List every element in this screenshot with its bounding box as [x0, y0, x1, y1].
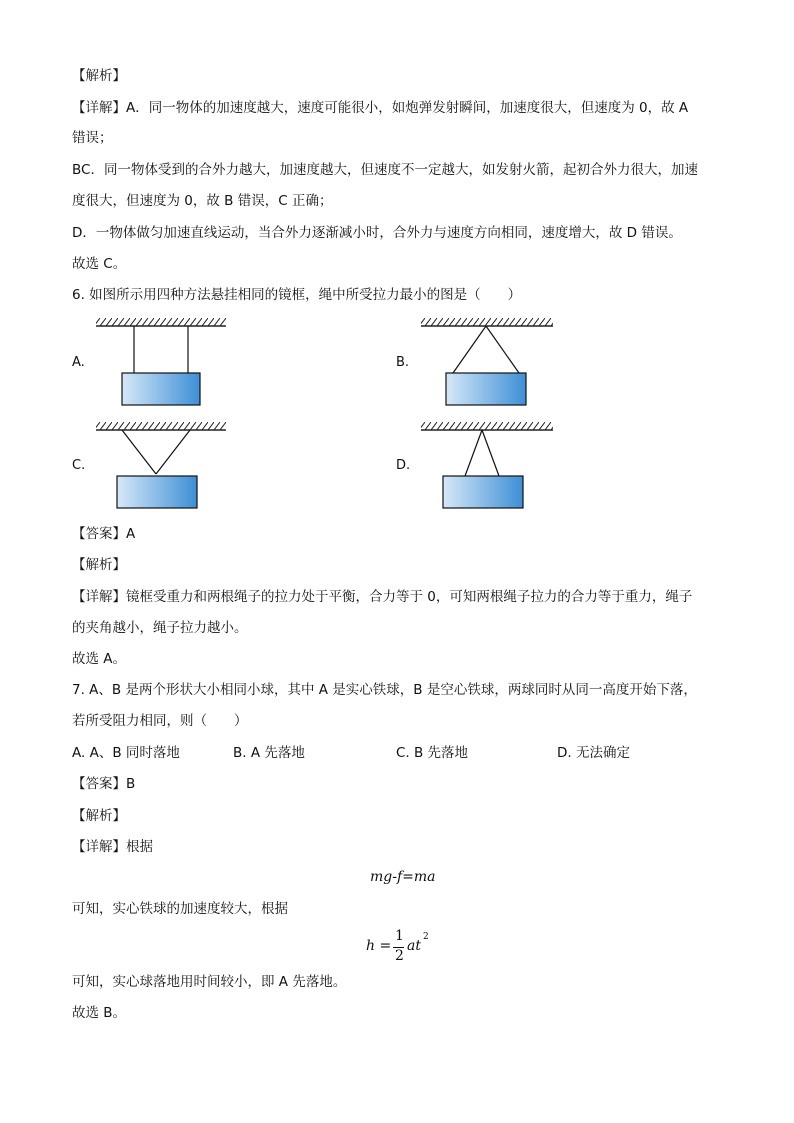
- option-d: D. 无法确定: [557, 745, 630, 761]
- detail-text: 度很大，但速度为 0，故 B 错误，C 正确；: [72, 193, 333, 209]
- equation-free-fall: [366, 928, 446, 968]
- detail-text: 【详解】A．同一物体的加速度越大，速度可能很小，如炮弹发射瞬间，加速度很大，但速度为 0，故 A: [72, 100, 689, 116]
- detail-text: 【详解】根据: [72, 839, 153, 855]
- figure-c-hanging-frame: [94, 422, 228, 512]
- equation-lhs: h =: [366, 938, 392, 954]
- question-7-stem: 若所受阻力相同，则（ ）: [72, 713, 248, 729]
- detail-text: 可知，实心铁球的加速度较大，根据: [72, 901, 288, 917]
- figure-label-b: B.: [396, 355, 410, 370]
- figure-d-hanging-frame: [419, 422, 555, 512]
- option-c: C. B 先落地: [396, 745, 469, 761]
- choose-text: 故选 B。: [72, 1005, 127, 1021]
- figure-a-hanging-frame: [94, 318, 228, 408]
- choose-text: 故选 C。: [72, 256, 127, 272]
- analysis-tag: 【解析】: [72, 557, 126, 573]
- figure-label-c: C.: [72, 458, 86, 473]
- fraction-numerator: 1: [395, 928, 404, 944]
- detail-text: 【详解】镜框受重力和两根绳子的拉力处于平衡，合力等于 0，可知两根绳子拉力的合力等于重力，绳子: [72, 589, 693, 605]
- fraction-denominator: 2: [395, 948, 404, 964]
- question-6-stem: 6. 如图所示用四种方法悬挂相同的镜框，绳中所受拉力最小的图是（ ）: [72, 287, 522, 303]
- choose-text: 故选 A。: [72, 651, 127, 667]
- answer-text: 【答案】A: [72, 526, 136, 542]
- equation-newton: mg-f=ma: [370, 869, 436, 885]
- detail-text: 可知，实心球落地用时间较小，即 A 先落地。: [72, 974, 347, 990]
- option-a: A. A、B 同时落地: [72, 745, 180, 761]
- detail-text: 的夹角越小，绳子拉力越小。: [72, 620, 248, 636]
- analysis-tag: 【解析】: [72, 808, 126, 824]
- question-7-stem: 7. A、B 是两个形状大小相同小球，其中 A 是实心铁球，B 是空心铁球，两球同时从同一高度开始下落，: [72, 682, 697, 698]
- figure-label-d: D.: [396, 458, 411, 473]
- figure-b-hanging-frame: [419, 318, 555, 408]
- answer-text: 【答案】B: [72, 776, 136, 792]
- option-b: B. A 先落地: [233, 745, 305, 761]
- detail-text: D．一物体做匀加速直线运动，当合外力逐渐减小时，合外力与速度方向相同，速度增大，故 D 错误。: [72, 225, 682, 241]
- equation-rhs: at: [407, 938, 421, 954]
- exponent: 2: [423, 932, 429, 942]
- detail-text: 错误；: [72, 130, 113, 146]
- figure-label-a: A.: [72, 355, 85, 370]
- analysis-tag: 【解析】: [72, 68, 126, 84]
- detail-text: BC．同一物体受到的合外力越大，加速度越大，但速度不一定越大，如发射火箭，起初合外力很大，加速: [72, 162, 698, 178]
